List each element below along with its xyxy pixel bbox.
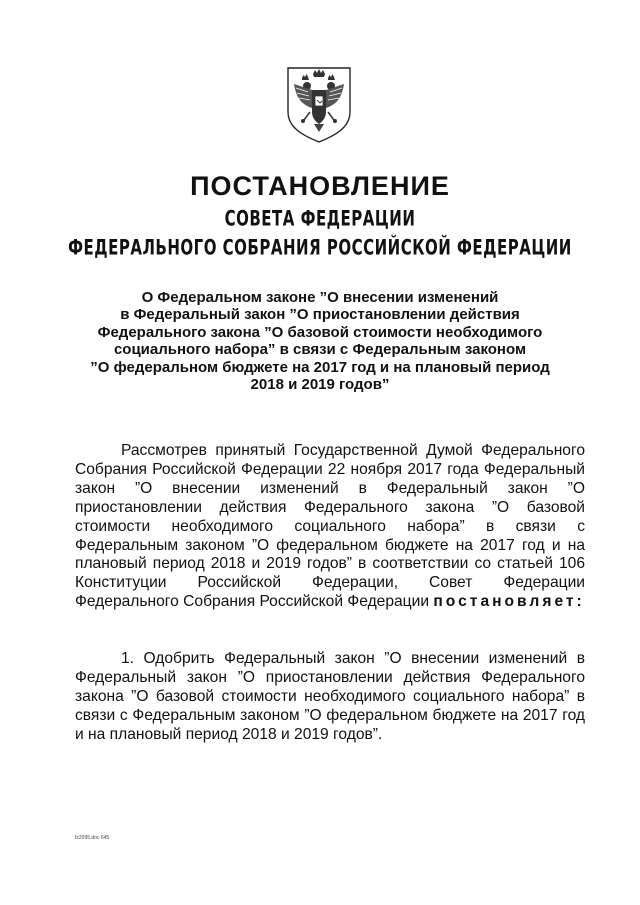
heading-line: 2018 и 2019 годов” xyxy=(250,376,390,394)
clause-paragraph xyxy=(75,650,585,745)
decision-word: постановляет: xyxy=(433,593,585,611)
heading-line: О Федеральном законе ”О внесении изменений xyxy=(141,289,499,306)
clause-text: 1. Одобрить Федеральный закон ”О внесении изменений в Федеральный закон ”О приостановлении действия Федерального закона ”О базовой стоимости необходимого социального набора” в связи с Федеральным законом ”О федеральном бюджете на 2017 год и на плановый период 2018 и 2019 годов”. xyxy=(75,650,585,743)
heading-line: в Федеральный закон ”О приостановлении действия xyxy=(120,306,520,324)
heading-line: Федерального закона ”О базовой стоимости необходимого xyxy=(97,323,543,341)
footer-doc-code: fz2095.doc 645 xyxy=(75,835,110,841)
double-headed-eagle-emblem-icon xyxy=(282,62,356,144)
document-heading xyxy=(60,289,580,393)
document-subtitle-assembly: ФЕДЕРАЛЬНОГО СОБРАНИЯ РОССИЙСКОЙ ФЕДЕРАЦИИ xyxy=(68,234,572,261)
heading-line: ”О федеральном бюджете на 2017 год и на плановый период xyxy=(90,358,550,376)
document-title: ПОСТАНОВЛЕНИЕ xyxy=(190,171,450,201)
heading-line: социального набора” в связи с Федеральным законом xyxy=(113,341,527,359)
document-subtitle-council: СОВЕТА ФЕДЕРАЦИИ xyxy=(224,205,416,232)
preamble-paragraph xyxy=(75,442,585,612)
preamble-text: Рассмотрев принятый Государственной Думой Федерального Собрания Российской Федерации 22 ноября 2017 года Федеральный закон ”О внесении изменений в Федеральный закон ”О приостановлении действия Федерального закона ”О базовой стоимости необходимого социального набора” в связи с Федеральным законом ”О федеральном бюджете на 2017 год и на плановый период 2018 и 2019 годов” в соответствии со статьей 106 Конституции Российской Федерации, Совет Федерации Федерального Собрания Российской Федерации xyxy=(75,442,585,611)
